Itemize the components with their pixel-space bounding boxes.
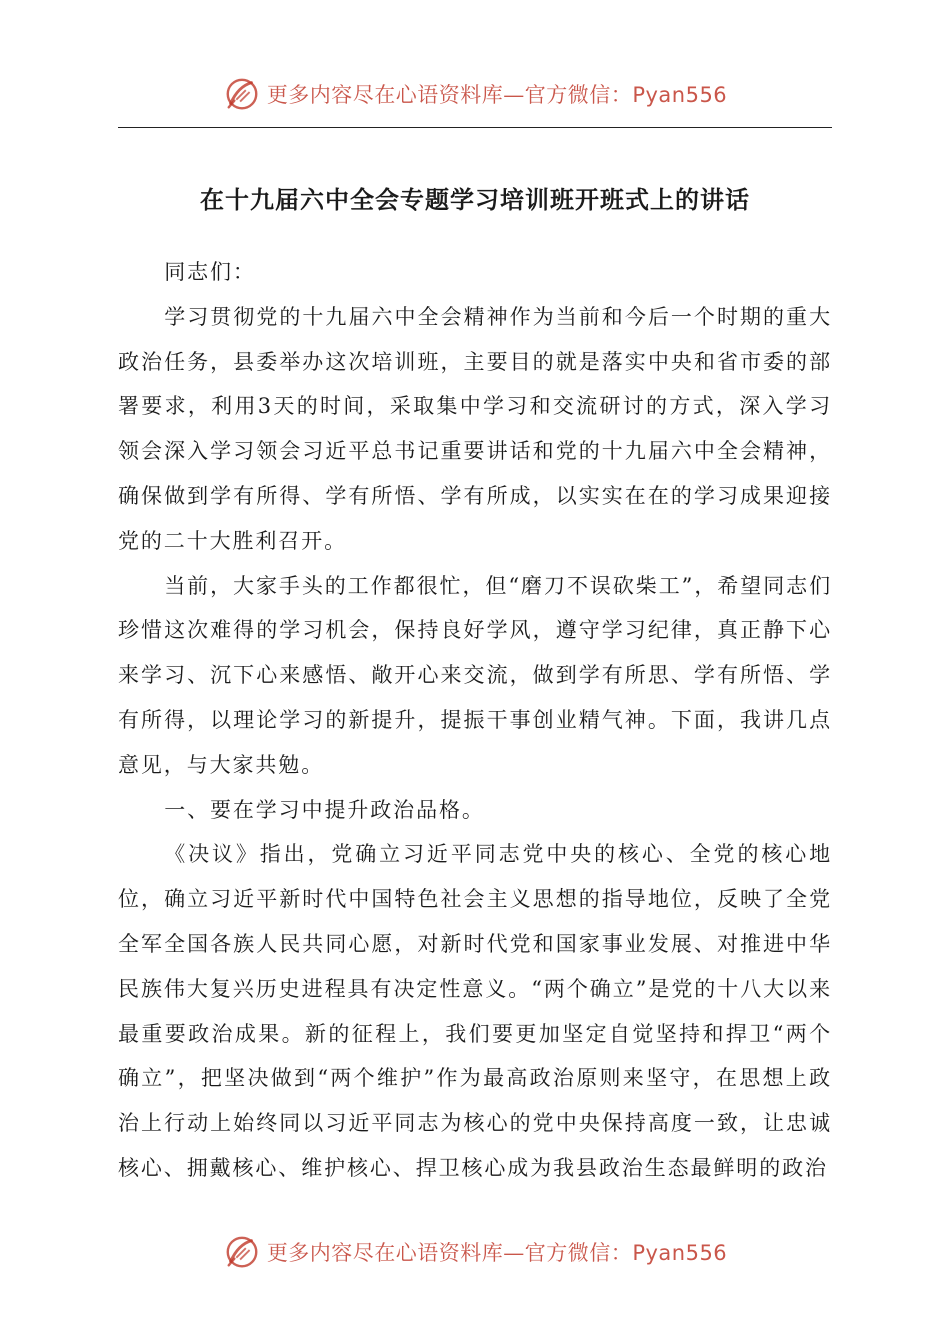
header-divider — [118, 127, 832, 128]
logo-icon — [223, 75, 261, 113]
document-title: 在十九届六中全会专题学习培训班开班式上的讲话 — [200, 186, 750, 214]
section-heading: 一、要在学习中提升政治品格。 — [164, 797, 485, 822]
paragraph: 学习贯彻党的十九届六中全会精神作为当前和今后一个时期的重大政治任务，县委举办这次培训班，主要目的就是落实中央和省市委的部署要求，利用3天的时间，采取集中学习和交流研讨的方式，深入学习领会深入学习领会习近平总书记重要讲话和党的十九届六中全会精神，确保做到学有所得、学有所悟、学有所成，以实实在在的学习成果迎接党的二十大胜利召开。 — [118, 304, 832, 553]
watermark-text: 更多内容尽在心语资料库—官方微信：Pyan556 — [266, 83, 728, 107]
paragraph: 《决议》指出，党确立习近平同志党中央的核心、全党的核心地位，确立习近平新时代中国特色社会主义思想的指导地位，反映了全党全军全国各族人民共同心愿，对新时代党和国家事业发展、对推进中华民族伟大复兴历史进程具有决定性意义。“两个确立”是党的十八大以来最重要政治成果。新的征程上，我们要更加坚定自觉坚持和捍卫“两个确立”，把坚决做到“两个维护”作为最高政治原则来坚守，在思想上政治上行动上始终同以习近平同志为核心的党中央保持高度一致，让忠诚核心、拥戴核心、维护核心、捍卫核心成为我县政治生态最鲜明的政治 — [118, 842, 832, 1180]
header-watermark — [0, 74, 950, 114]
watermark-text: 更多内容尽在心语资料库—官方微信：Pyan556 — [266, 1241, 728, 1265]
document-body — [118, 250, 832, 1191]
footer-watermark — [0, 1232, 950, 1272]
paragraph: 当前，大家手头的工作都很忙，但“磨刀不误砍柴工”，希望同志们珍惜这次难得的学习机会，保持良好学风，遵守学习纪律，真正静下心来学习、沉下心来感悟、敞开心来交流，做到学有所思、学有所悟、学有所得，以理论学习的新提升，提振干事创业精气神。下面，我讲几点意见，与大家共勉。 — [118, 573, 832, 777]
logo-icon — [223, 1233, 261, 1271]
salutation: 同志们： — [164, 260, 256, 284]
